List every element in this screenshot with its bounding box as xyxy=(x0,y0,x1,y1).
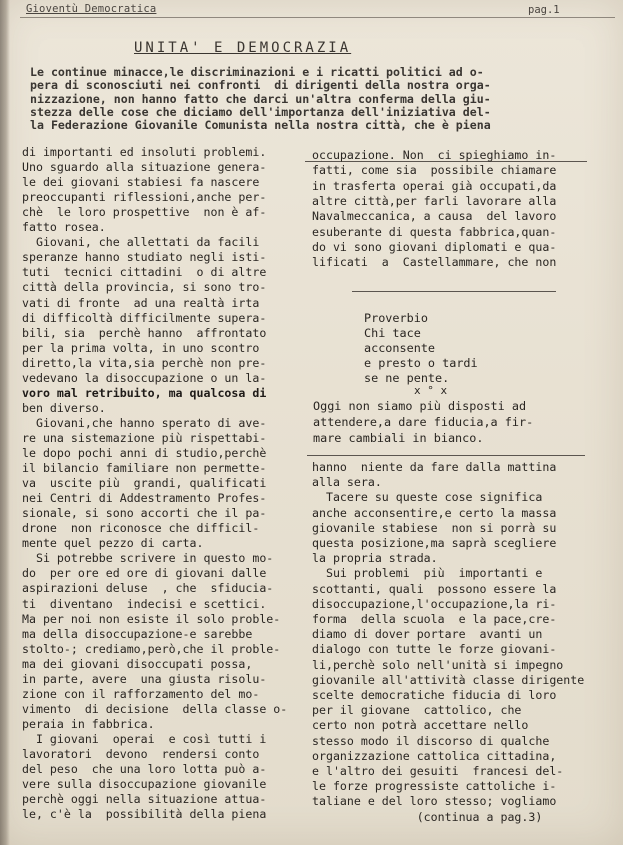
intro-line: nizzazione, non hanno fatto che darci un'altra conferma della giu- xyxy=(30,91,491,106)
proverb-divider-top xyxy=(352,291,556,292)
right-column-line: giovanile all'attività classe dirigente xyxy=(312,672,585,687)
right-column-line: disoccupazione,l'occupazione,la ri- xyxy=(312,596,557,611)
left-column-line: sionale, si sono accorti che il pa- xyxy=(22,506,267,521)
right-column-line: organizzazione cattolica cittadina, xyxy=(312,748,557,763)
right-column-line: Sui problemi più importanti e xyxy=(312,566,543,581)
right-column-line: questa posizione,ma saprà scegliere xyxy=(312,536,557,550)
right-column-line: in trasferta operai già occupati,da xyxy=(312,178,557,193)
right-column-line: occupazione. Non ci spieghiamo in- xyxy=(312,148,557,162)
left-column-line: fatto rosea. xyxy=(22,220,106,235)
proverb-divider-bottom xyxy=(307,455,585,456)
page-number: pag.1 xyxy=(528,4,560,16)
right-column-line: e l'altro dei gesuiti francesi del- xyxy=(312,764,564,778)
left-column-line: do per ore ed ore di giovani dalle xyxy=(22,566,267,581)
left-column-line: il bilancio familiare non permette- xyxy=(22,461,267,476)
left-column-line: città della provincia, si sono tro- xyxy=(22,280,267,295)
left-column-line: drone non riconosce che difficil- xyxy=(22,521,260,536)
proverb-line: se ne pente. xyxy=(364,371,450,385)
left-column-line: nei Centri di Addestramento Profes- xyxy=(22,491,267,506)
left-column-line: Giovani,che hanno sperato di ave- xyxy=(22,415,267,430)
left-column-line: voro mal retribuito, ma qualcosa di xyxy=(22,385,267,400)
left-column-line: speranze hanno studiato negli isti- xyxy=(22,250,267,265)
left-column-line: bili, sia perchè hanno affrontato xyxy=(22,325,267,340)
right-column-line: la propria strada. xyxy=(312,551,438,566)
left-column-line: vedevano la disoccupazione o un la- xyxy=(22,370,267,385)
left-column-line: Uno sguardo alla situazione genera- xyxy=(22,160,267,175)
right-column-line: li,perchè solo nell'unità si impegno xyxy=(312,657,564,672)
proverb-line: e presto o tardi xyxy=(364,356,478,370)
intro-line: la Federazione Giovanile Comunista nella nostra città, che è piena xyxy=(30,118,491,133)
left-column-line: Giovani, che allettati da facili xyxy=(22,235,260,250)
right-column-line: forma della scuola e la pace,cre- xyxy=(312,612,557,626)
left-column-line: lavoratori devono rendersi conto xyxy=(22,747,260,761)
left-column-line: del peso che una loro lotta può a- xyxy=(22,762,267,777)
left-column-line: Si potrebbe scrivere in questo mo- xyxy=(22,551,274,566)
left-column-line: ma della disoccupazione-e sarebbe xyxy=(22,626,253,641)
right-column-line: Navalmeccanica, a causa del lavoro xyxy=(312,209,557,224)
left-column-line: preoccupanti riflessioni,anche per- xyxy=(22,190,267,205)
intro-line: pera di sconosciuti nei confronti di dirigenti della nostra orga- xyxy=(30,78,491,93)
right-column-line: taliane e del loro stesso; vogliamo xyxy=(312,794,557,809)
right-column-line: alla sera. xyxy=(312,475,382,490)
left-column-line: peraia in fabbrica. xyxy=(22,716,155,731)
note-line: attendere,a dare fiducia,a fir- xyxy=(313,415,534,429)
left-column-line: ti diventano indecisi e scettici. xyxy=(22,596,267,611)
left-column-line: di difficoltà difficilmente supera- xyxy=(22,310,267,325)
right-column-line: fatti, come sia possibile chiamare xyxy=(312,163,557,178)
left-column-line: vere sulla disoccupazione giovanile xyxy=(22,777,267,792)
right-column-line: dialogo con tutte le forze giovani- xyxy=(312,642,557,657)
right-column-line: scelte democratiche fiducia di loro xyxy=(312,688,557,702)
left-column-line: vimento di decisione della classe o- xyxy=(22,701,288,716)
note-line: Oggi non siamo più disposti ad xyxy=(313,399,527,413)
left-column-line: aspirazioni deluse , che sfiducia- xyxy=(22,581,274,596)
left-column-line: per la prima volta, in uno scontro xyxy=(22,340,260,355)
note-line: mare cambiali in bianco. xyxy=(313,431,484,445)
proverb-line: Chi tace xyxy=(364,326,421,340)
right-column-line: (continua a pag.3) xyxy=(312,809,543,824)
left-column-line: va uscite più grandi, qualificati xyxy=(22,476,267,491)
right-column-line: do vi sono giovani diplomati e qua- xyxy=(312,239,557,254)
left-column-line: di importanti ed insoluti problemi. xyxy=(22,145,267,159)
left-column-line: le dei giovani stabiesi fa nascere xyxy=(22,175,260,190)
binding-edge-shadow xyxy=(0,0,10,845)
right-column-line: lificati a Castellammare, che non xyxy=(312,255,557,270)
right-column-line: giovanile stabiese non si porrà su xyxy=(312,520,557,535)
left-column-line: diretto,la vita,sia perchè non pre- xyxy=(22,355,267,370)
right-column-line: altre città,per farli lavorare alla xyxy=(312,193,557,208)
proverb-separator: x ° x xyxy=(414,384,448,397)
left-column-line: mente quel pezzo di carta. xyxy=(22,536,204,551)
left-column-line: I giovani operai e così tutti i xyxy=(22,731,267,746)
left-column-line: le, c'è la possibilità della piena xyxy=(22,807,267,822)
right-column-line: Tacere su queste cose significa xyxy=(312,490,543,505)
right-column-line: le forze progressiste cattoliche i- xyxy=(312,779,557,794)
right-column-line: hanno niente da fare dalla mattina xyxy=(312,460,557,474)
intro-line: Le continue minacce,le discriminazioni e i ricatti politici ad o- xyxy=(30,65,484,79)
header-divider xyxy=(20,17,615,18)
left-column-line: tuti tecnici cittadini o di altre xyxy=(22,265,267,280)
left-column-line: chè le loro prospettive non è af- xyxy=(22,205,267,220)
right-column-line: per il giovane cattolico, che xyxy=(312,703,522,718)
left-column-line: Ma per noi non esiste il solo proble- xyxy=(22,611,281,626)
left-column-line: ben diverso. xyxy=(22,400,106,415)
newspaper-masthead: Gioventù Democratica xyxy=(26,3,157,15)
right-column-line: certo non potrà accettare nello xyxy=(312,718,529,733)
right-column-line: diamo di dover portare avanti un xyxy=(312,627,543,642)
left-column-line: in parte, avere una giusta risolu- xyxy=(22,671,267,686)
right-column-line: scottanti, quali possono essere la xyxy=(312,581,557,596)
proverb-line: Proverbio xyxy=(364,311,428,325)
intro-line: stezza delle cose che diciamo dell'importanza dell'iniziativa del- xyxy=(30,104,491,119)
left-column-line: stolto-; crediamo,però,che il proble- xyxy=(22,641,281,656)
left-column-line: zione con il rafforzamento del mo- xyxy=(22,686,260,701)
right-column-line: anche acconsentire,e certo la massa xyxy=(312,505,557,520)
left-column-line: le dopo pochi anni di studio,perchè xyxy=(22,446,267,460)
article-title: UNITA' E DEMOCRAZIA xyxy=(134,40,352,56)
left-column-line: perchè oggi nella situazione attua- xyxy=(22,792,267,807)
proverb-line: acconsente xyxy=(364,341,436,355)
left-column-line: ma dei giovani disoccupati possa, xyxy=(22,656,253,671)
right-column-line: esuberante di questa fabbrica,quan- xyxy=(312,224,557,239)
left-column-line: vati di fronte ad una realtà irta xyxy=(22,295,260,310)
right-column-line: stesso modo il discorso di qualche xyxy=(312,733,550,748)
left-column-line: re una sistemazione più rispettabi- xyxy=(22,430,267,445)
